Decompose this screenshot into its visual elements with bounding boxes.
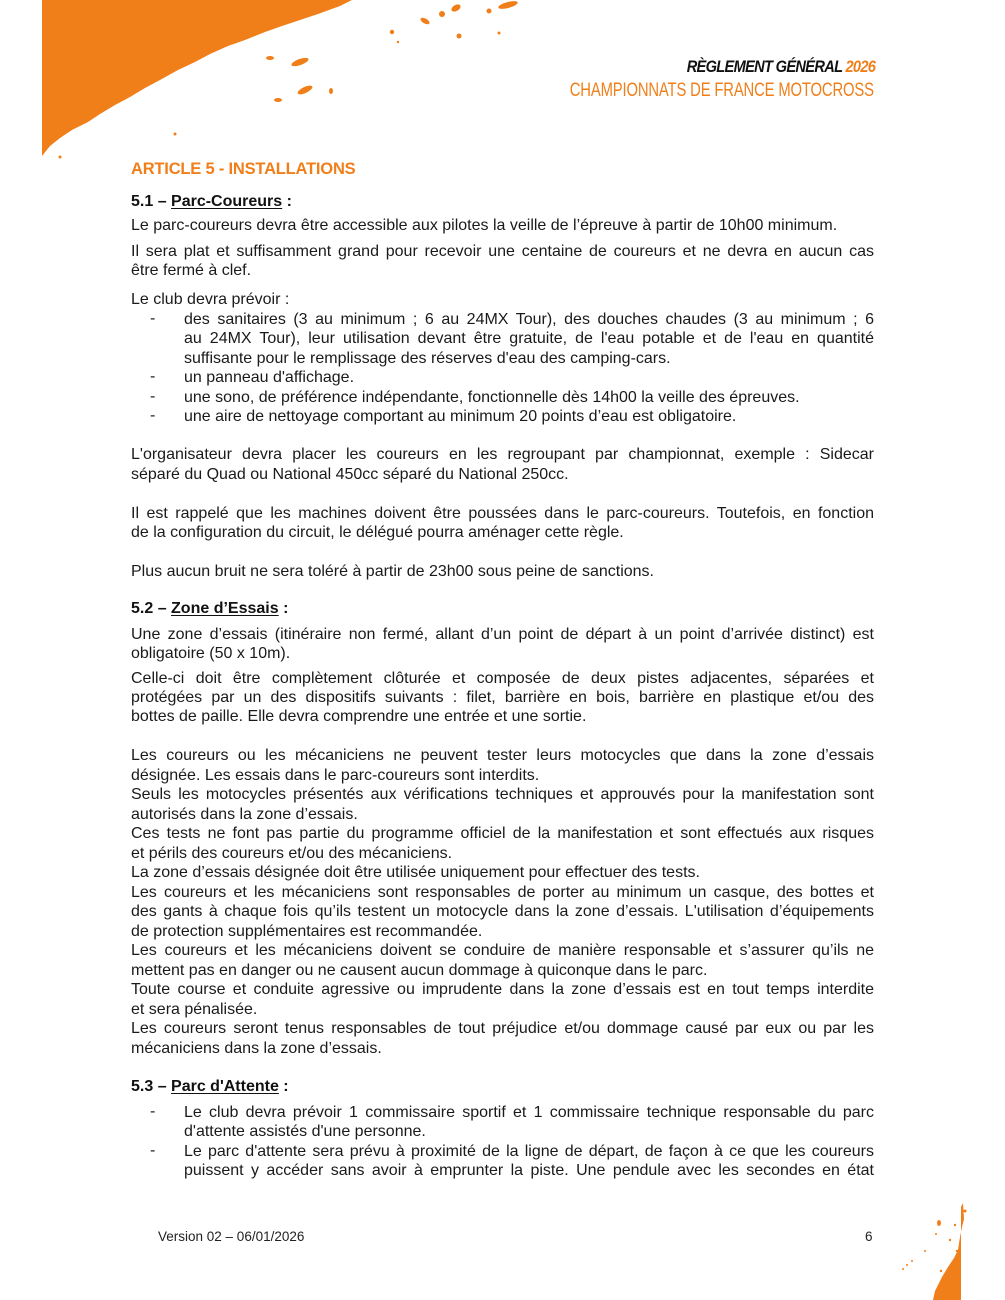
section-name: Zone d’Essais <box>171 600 279 617</box>
paragraph-line: mettent pas en danger ou ne causent aucun dommage à quiconque dans le parc. <box>131 962 708 979</box>
title-year: 2026 <box>845 57 875 76</box>
document-title <box>686 57 875 77</box>
orange-splash-decoration-bottom <box>900 1195 1005 1300</box>
paragraph-line: des gants à chaque fois qu’ils testent un motocycle dans la zone d’essais. L'utilisation d’équipements <box>131 903 874 920</box>
paragraph-line: séparé du Quad ou National 450cc séparé du National 250cc. <box>131 466 569 483</box>
paragraph-line: protégées par un des dispositifs suivants : filet, barrière en bois, barrière en plastique et/ou des <box>131 689 874 706</box>
list-item-line: d'attente assistés d'une personne. <box>184 1123 426 1140</box>
paragraph-line: L'organisateur devra placer les coureurs en les regroupant par championnat, exemple : Sidecar <box>131 446 874 463</box>
page-number: 6 <box>865 1229 873 1244</box>
section-name: Parc-Coureurs <box>171 193 283 210</box>
title-main: RÈGLEMENT GÉNÉRAL <box>686 57 842 76</box>
section-heading-5-1 <box>131 193 292 211</box>
paragraph-line: Celle-ci doit être complètement clôturée et composée de deux pistes adjacentes, séparées et <box>131 670 874 687</box>
list-item-line: Le club devra prévoir 1 commissaire sportif et 1 commissaire technique responsable du parc <box>184 1104 874 1121</box>
document-subtitle: CHAMPIONNATS DE FRANCE MOTOCROSS <box>569 80 874 101</box>
paragraph-line: désignée. Les essais dans le parc-coureurs sont interdits. <box>131 767 540 784</box>
section-number: 5.3 – <box>131 1078 172 1095</box>
footer-version: Version 02 – 06/01/2026 <box>158 1229 305 1244</box>
section-name: Parc d'Attente <box>171 1078 279 1095</box>
orange-splash-decoration-top <box>0 0 560 170</box>
bullet-dash: - <box>150 1142 156 1159</box>
list-item-line: puissent y accéder sans avoir à emprunter la piste. Une pendule avec les secondes en état <box>184 1162 874 1179</box>
section-heading-5-3 <box>131 1078 289 1096</box>
paragraph-line: Toute course et conduite agressive ou imprudente dans la zone d’essais est en tout temps interdite <box>131 981 874 998</box>
list-item-line: un panneau d'affichage. <box>184 369 355 386</box>
paragraph-line: La zone d’essais désignée doit être utilisée uniquement pour effectuer des tests. <box>131 864 700 881</box>
paragraph-line: et sera pénalisée. <box>131 1001 258 1018</box>
bullet-dash: - <box>150 1103 156 1120</box>
paragraph-line: mécaniciens dans la zone d’essais. <box>131 1040 382 1057</box>
list-item-line: suffisante pour le remplissage des réserves d'eau des camping-cars. <box>184 350 671 367</box>
paragraph-line: Seuls les motocycles présentés aux vérifications techniques et approuvés pour la manifestation sont <box>131 786 874 803</box>
paragraph-line: être fermé à clef. <box>131 262 252 279</box>
paragraph-line: Une zone d’essais (itinéraire non fermé, allant d’un point de départ à un point d’arrivée distinct) est <box>131 626 874 643</box>
paragraph-line: autorisés dans la zone d’essais. <box>131 806 358 823</box>
list-item-line: Le parc d'attente sera prévu à proximité de la ligne de départ, de façon à ce que les coureurs <box>184 1143 874 1160</box>
section-number: 5.2 – <box>131 600 172 617</box>
paragraph-line: de la configuration du circuit, le délégué pourra aménager cette règle. <box>131 524 624 541</box>
paragraph-line: Le parc-coureurs devra être accessible aux pilotes la veille de l’épreuve à partir de 10h00 minimum. <box>131 217 838 234</box>
paragraph-line: Les coureurs ou les mécaniciens ne peuvent tester leurs motocycles que dans la zone d’essais <box>131 747 874 764</box>
section-number: 5.1 – <box>131 193 172 210</box>
paragraph-line: Le club devra prévoir : <box>131 291 290 308</box>
list-item-line: des sanitaires (3 au minimum ; 6 au 24MX Tour), des douches chaudes (3 au minimum ; 6 <box>184 311 874 328</box>
paragraph-line: obligatoire (50 x 10m). <box>131 645 291 662</box>
list-item-line: une aire de nettoyage comportant au minimum 20 points d’eau est obligatoire. <box>184 408 737 425</box>
list-item-line: au 24MX Tour), leur utilisation devant être gratuite, de l'eau potable et de l'eau en quantité <box>184 330 874 347</box>
paragraph-line: Les coureurs et les mécaniciens sont responsables de porter au minimum un casque, des bottes et <box>131 884 874 901</box>
bullet-dash: - <box>150 407 156 424</box>
paragraph-line: bottes de paille. Elle devra comprendre une entrée et une sortie. <box>131 708 587 725</box>
list-item-line: une sono, de préférence indépendante, fonctionnelle dès 14h00 la veille des épreuves. <box>184 389 800 406</box>
paragraph-line: et périls des coureurs et/ou des mécaniciens. <box>131 845 453 862</box>
paragraph-line: Il est rappelé que les machines doivent être poussées dans le parc-coureurs. Toutefois, en fonction <box>131 505 874 522</box>
section-colon: : <box>278 1078 289 1095</box>
paragraph-line: Ces tests ne font pas partie du programme officiel de la manifestation et sont effectués aux risques <box>131 825 874 842</box>
bullet-dash: - <box>150 310 156 327</box>
section-heading-5-2 <box>131 600 288 618</box>
paragraph-line: Plus aucun bruit ne sera toléré à partir de 23h00 sous peine de sanctions. <box>131 563 654 580</box>
section-colon: : <box>278 600 289 617</box>
article-title: ARTICLE 5 - INSTALLATIONS <box>131 160 356 178</box>
bullet-dash: - <box>150 388 156 405</box>
section-colon: : <box>282 193 292 210</box>
paragraph-line: Il sera plat et suffisamment grand pour recevoir une centaine de coureurs et ne devra en aucun cas <box>131 243 874 260</box>
paragraph-line: Les coureurs et les mécaniciens doivent se conduire de manière responsable et s’assurer qu’ils ne <box>131 942 874 959</box>
paragraph-line: Les coureurs seront tenus responsables de tout préjudice et/ou dommage causé par eux ou par les <box>131 1020 874 1037</box>
bullet-dash: - <box>150 368 156 385</box>
paragraph-line: de protection supplémentaires est recommandée. <box>131 923 483 940</box>
